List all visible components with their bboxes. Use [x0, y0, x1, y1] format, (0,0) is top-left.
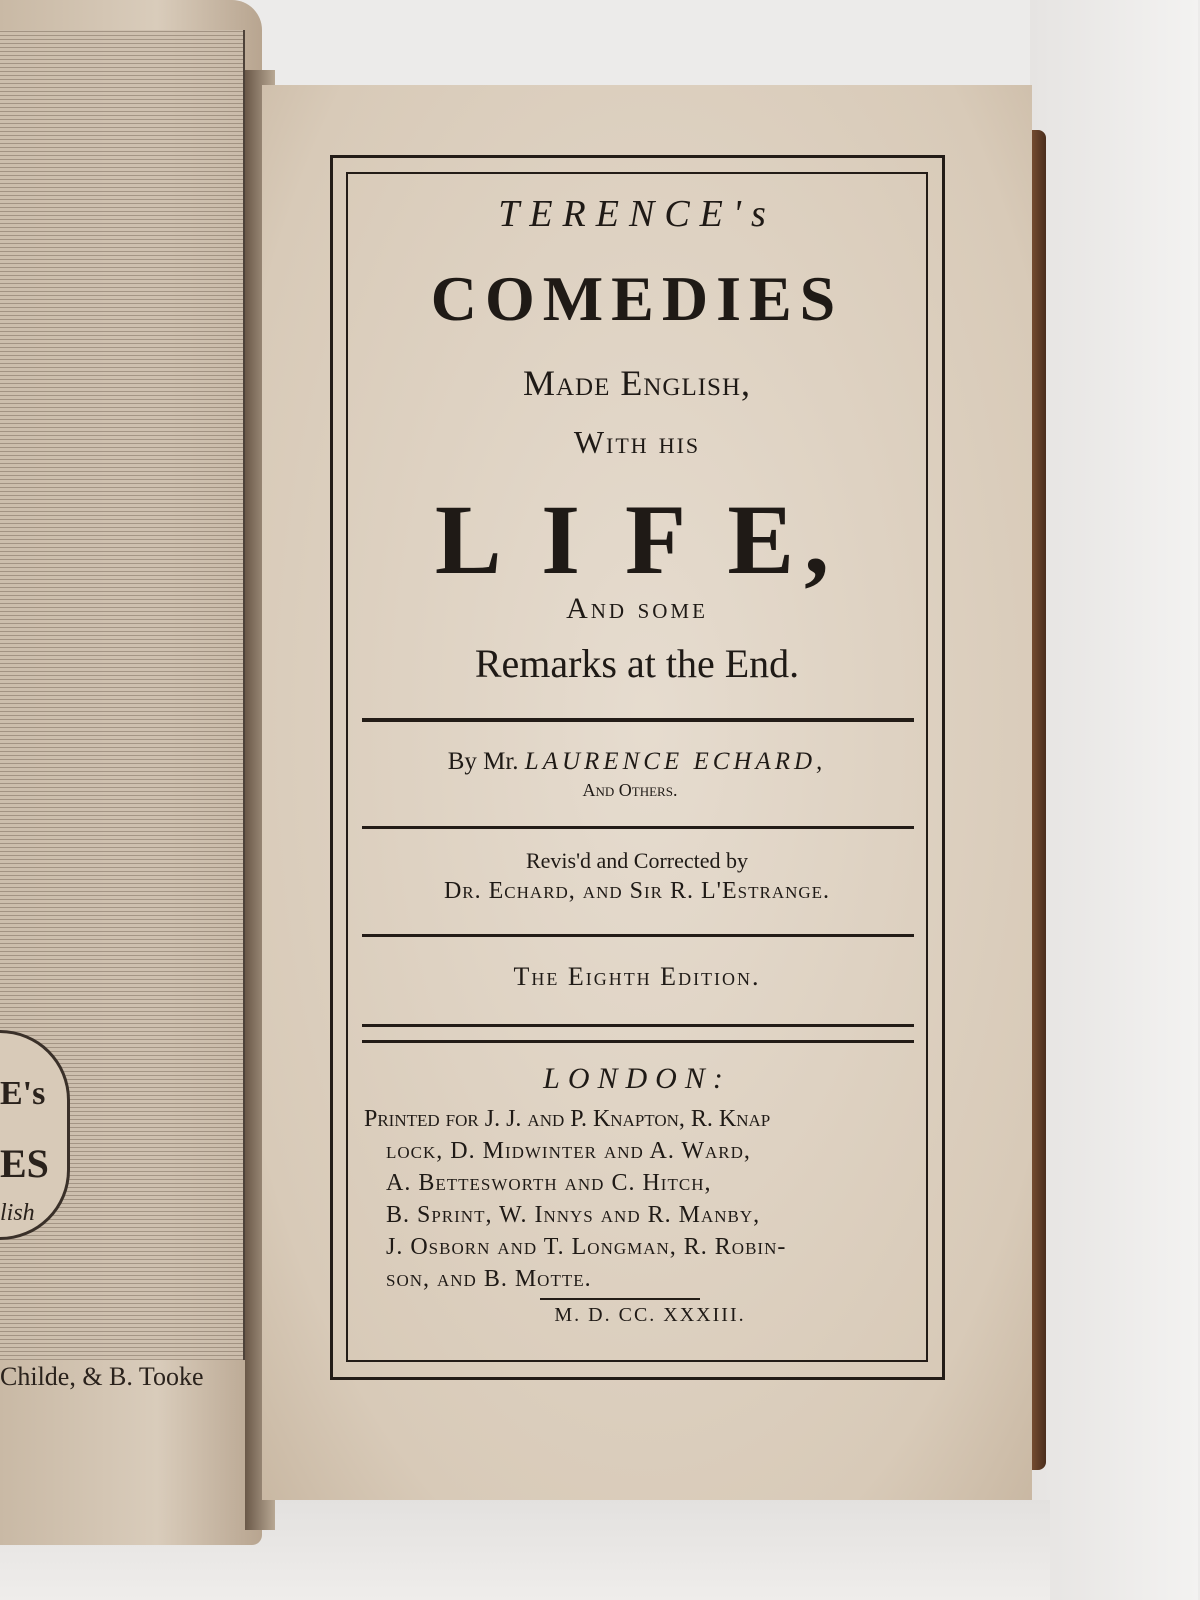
revised-line-2: Dr. Echard, and Sir R. L'Estrange. — [443, 878, 831, 904]
frontispiece-imprint: Childe, & B. Tooke — [0, 1362, 204, 1391]
printers-line: A. Betteswort​h and C. Hitch, — [386, 1170, 712, 1196]
divider-rule — [362, 1024, 914, 1027]
subtitle-with-his: With his — [573, 424, 701, 460]
byline-prefix: By Mr. — [447, 748, 519, 775]
subtitle-made-english: Made English, — [522, 363, 752, 403]
divider-rule — [362, 718, 914, 722]
divider-rule — [362, 934, 914, 937]
printers-line: B. Sprint, W. Innys and R. Manby, — [386, 1202, 761, 1228]
and-others: And Others. — [582, 780, 678, 800]
subtitle-remarks: Remarks at the End. — [474, 641, 800, 686]
subtitle-and-some: And some — [566, 592, 708, 625]
cartouche-text-2: ES — [0, 1141, 49, 1186]
publication-date: M. D. CC. XXXIII. — [554, 1304, 746, 1326]
cartouche-text-1: E's — [0, 1075, 46, 1112]
printers-line: J. Osborn and T. Longman, R. Robin- — [386, 1234, 787, 1260]
cartouche-text-3: lish — [0, 1200, 35, 1226]
revised-line-1: Revis'd and Corrected by — [525, 848, 749, 873]
printers-line: Printed for J. J. and P. Knapton, R. Knap — [364, 1106, 771, 1132]
byline — [346, 748, 928, 776]
printers-line: son, and B. Motte. — [386, 1266, 592, 1292]
book-title: COMEDIES — [430, 263, 844, 334]
edition: The Eighth Edition. — [513, 962, 761, 991]
imprint-city: LONDON: — [543, 1062, 731, 1095]
background — [1030, 0, 1198, 1600]
date-rule — [540, 1298, 700, 1300]
author-possessive: TERENCE's — [498, 193, 776, 235]
byline-author: LAURENCE ECHARD, — [524, 748, 827, 775]
divider-rule — [362, 826, 914, 829]
divider-rule — [362, 1040, 914, 1043]
printers-line: lock, D. Midwinter and A. Ward, — [386, 1138, 751, 1164]
subtitle-life: L I F E, — [434, 484, 840, 595]
